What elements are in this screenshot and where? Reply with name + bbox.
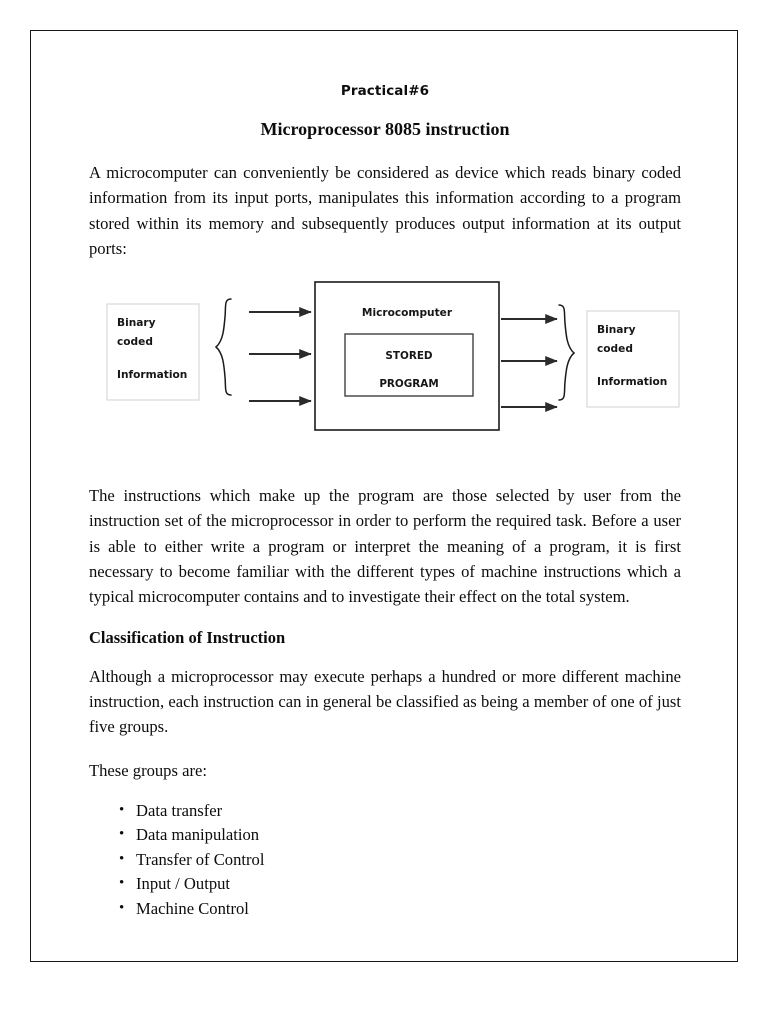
- classification-paragraph: Although a microprocessor may execute perhaps a hundred or more different machine instruction, each instruction can in general be classified as being a member of one of just five groups.: [89, 666, 681, 737]
- program-label: PROGRAM: [379, 378, 439, 391]
- microcomputer-block-diagram: [89, 279, 681, 459]
- instruction-groups-list: [89, 799, 681, 922]
- input-box-line1: Binary: [117, 317, 156, 330]
- stored-label: STORED: [385, 350, 433, 363]
- microcomputer-box-title: Microcomputer: [361, 307, 453, 320]
- practical-heading: Practical#6: [340, 83, 430, 99]
- list-item: • Input / Output: [89, 872, 681, 897]
- output-box-line2: coded: [597, 343, 633, 356]
- input-box-line3: Information: [117, 369, 188, 382]
- instructions-paragraph: The instructions which make up the program are those selected by user from the instruction set of the microprocessor in order to perform the required task. Before a user is able to either write a program or interpret the meaning of a program, it is first necessary to become familiar with the different types of machine instructions which a typical microcomputer contains and to investigate their effect on the total system.: [89, 486, 681, 607]
- document-content: [89, 83, 681, 921]
- output-information-box: [587, 311, 679, 407]
- list-item: • Machine Control: [89, 897, 681, 922]
- intro-paragraph: A microcomputer can conveniently be considered as device which reads binary coded information from its input ports, manipulates this information according to a program stored within its memory and subsequently produces output information at its output ports:: [89, 163, 681, 258]
- groups-intro: These groups are:: [89, 760, 207, 780]
- page-title: Microprocessor 8085 instruction: [260, 119, 510, 139]
- output-box-line3: Information: [597, 376, 668, 389]
- input-arrows: [249, 312, 311, 401]
- list-item: • Transfer of Control: [89, 848, 681, 873]
- document-page-border: [30, 30, 738, 962]
- output-box-line1: Binary: [597, 324, 636, 337]
- microcomputer-box: [315, 282, 499, 430]
- output-arrows: [501, 319, 557, 407]
- classification-heading: Classification of Instruction: [89, 627, 286, 647]
- list-item: • Data transfer: [89, 799, 681, 824]
- output-brace-icon: [559, 305, 574, 400]
- input-box-line2: coded: [117, 336, 153, 349]
- list-item: • Data manipulation: [89, 823, 681, 848]
- input-information-box: [107, 304, 199, 400]
- input-brace-icon: [216, 299, 231, 395]
